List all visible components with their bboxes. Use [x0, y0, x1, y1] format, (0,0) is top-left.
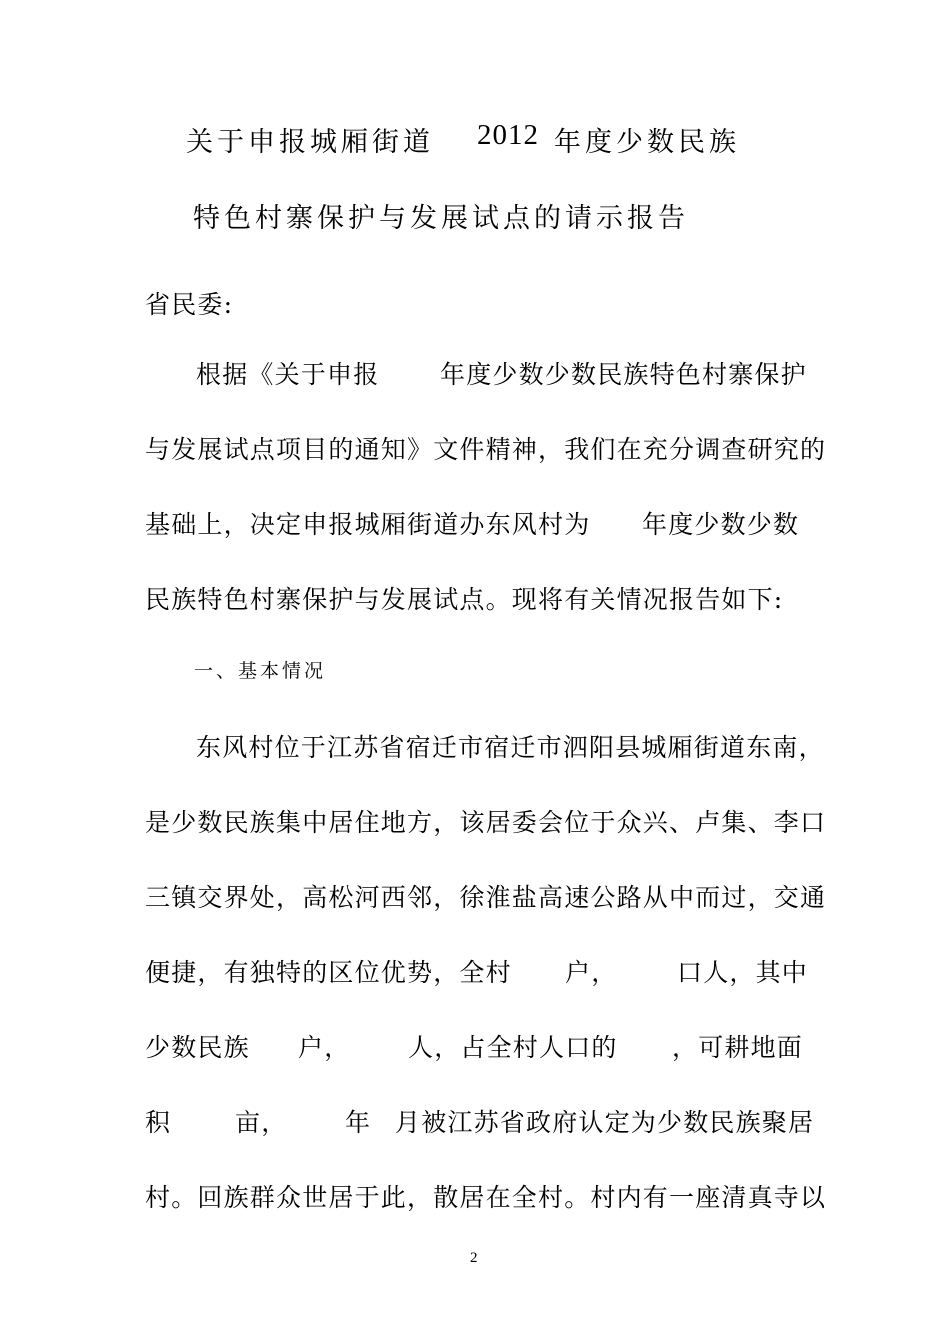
title-line1-part1: 关于申报城厢街道: [186, 127, 434, 158]
title-line2: 特色村寨保护与发展试点的请示报告: [193, 203, 689, 234]
p2-line2: 是少数民族集中居住地方，该居委会位于众兴、卢集、李口: [145, 808, 827, 837]
p2-line5-a: 少数民族: [145, 1033, 250, 1062]
p1-line1-a: 根据《关于申报: [196, 360, 380, 389]
p2-line6-b: 亩，: [235, 1108, 288, 1137]
page-number: 2: [470, 1250, 478, 1266]
p1-line3-b: 年度少数少数: [642, 510, 800, 539]
p2-line5-d: ，可耕地面: [672, 1033, 804, 1062]
p2-line4-a: 便捷，有独特的区位优势，全村: [145, 958, 512, 987]
p1-line3-a: 基础上，决定申报城厢街道办东风村为: [145, 510, 591, 539]
p2-line6-c: 年: [345, 1108, 372, 1137]
section-heading: 一、基本情况: [194, 660, 327, 682]
p2-line4-b: 户，: [565, 958, 618, 987]
p1-line2: 与发展试点项目的通知》文件精神，我们在充分调查研究的: [145, 435, 827, 464]
p1-line4: 民族特色村寨保护与发展试点。现将有关情况报告如下:: [145, 585, 784, 614]
p2-line5-b: 户，: [298, 1033, 351, 1062]
p2-line3: 三镇交界处，高松河西邻，徐淮盐高速公路从中而过，交通: [145, 883, 827, 912]
title-line1-part2: 年度少数民族: [554, 127, 740, 158]
title-line1-year: 2012: [477, 119, 539, 151]
p1-line1-b: 年度少数少数民族特色村寨保护: [440, 360, 807, 389]
p2-line1: 东风村位于江苏省宿迁市宿迁市泗阳县城厢街道东南，: [196, 733, 825, 762]
p2-line5-c: 人，占全村人口的: [408, 1033, 618, 1062]
addressee: 省民委:: [145, 290, 234, 319]
p2-line6-d: 月被江苏省政府认定为少数民族聚居: [395, 1108, 815, 1137]
p2-line6-a: 积: [145, 1108, 172, 1137]
p2-line4-c: 口人，其中: [677, 958, 809, 987]
p2-line7: 村。回族群众世居于此，散居在全村。村内有一座清真寺以: [145, 1183, 827, 1212]
